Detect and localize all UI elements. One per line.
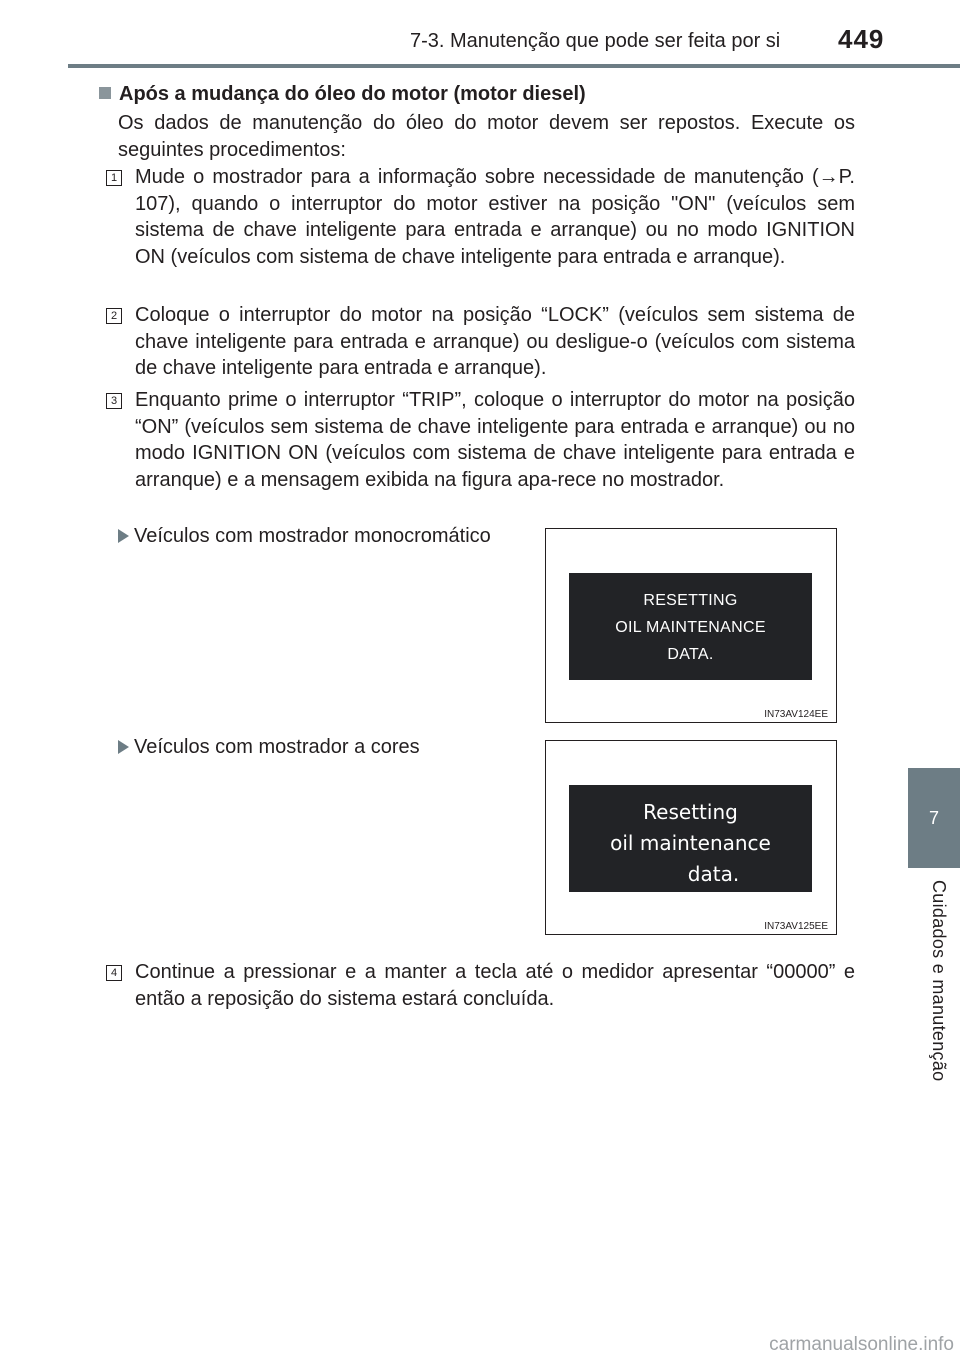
intro-paragraph: Os dados de manutenção do óleo do motor devem ser repostos. Execute os seguintes procedimentos: <box>118 112 855 161</box>
display-line: Resetting <box>643 800 738 824</box>
header-rule <box>68 64 960 68</box>
section-heading-text: Após a mudança do óleo do motor (motor diesel) <box>119 83 586 105</box>
section-title: 7-3. Manutenção que pode ser feita por si <box>410 30 781 52</box>
chapter-tab <box>908 768 960 868</box>
display-line: RESETTING <box>643 592 738 609</box>
step-text: Mude o mostrador para a informação sobre necessidade de manutenção (→P. 107), quando o interruptor do motor estiver na posição "ON" (veículos sem sistema de chave inteligente para entrada e arranque) ou no modo IGNITION ON (veículos com sistema de chave inteligente para entrada e arranque). <box>135 166 855 268</box>
page-number: 449 <box>838 24 885 54</box>
step-number: 1 <box>110 172 118 184</box>
figure-label <box>118 523 491 549</box>
display-line: DATA. <box>667 646 714 663</box>
step-text: Enquanto prime o interruptor “TRIP”, coloque o interruptor do motor na posição “ON” (veículos sem sistema de chave inteligente para entrada e arranque) ou no modo IGNITION ON (veículos com sistema de chave inteligente para entrada e arranque) e a mensagem exibida na figura apa-rece no mostrador. <box>135 389 855 491</box>
figure-label-text: Veículos com mostrador a cores <box>134 736 420 758</box>
section-heading <box>99 81 586 107</box>
step-number-box <box>106 170 122 186</box>
step-number-box <box>106 393 122 409</box>
triangle-bullet-icon <box>118 529 129 543</box>
figure-code: IN73AV124EE <box>764 709 828 720</box>
watermark: carmanualsonline.info <box>769 1334 954 1355</box>
chapter-title: Cuidados e manutenção <box>929 880 949 1082</box>
display-line: data. <box>687 862 740 886</box>
figure-label <box>118 734 420 760</box>
triangle-bullet-icon <box>118 740 129 754</box>
display-screen <box>569 573 812 680</box>
display-line: oil maintenance <box>610 831 771 855</box>
square-bullet-icon <box>99 87 111 99</box>
step-text: Coloque o interruptor do motor na posição “LOCK” (veículos sem sistema de chave inteligente para entrada e arranque) ou desligue-o (veículos com sistema de chave inteligente para entrada e arranque). <box>135 304 855 379</box>
step-number-box <box>106 965 122 981</box>
display-screen <box>569 785 812 892</box>
step-text: Continue a pressionar e a manter a tecla até o medidor apresentar “00000” e então a reposição do sistema estará concluída. <box>135 961 855 1010</box>
figure-code: IN73AV125EE <box>764 921 828 932</box>
step-number: 3 <box>110 395 118 407</box>
figure-monochrome-display <box>545 528 837 723</box>
display-line: OIL MAINTENANCE <box>615 619 766 636</box>
step-number: 4 <box>110 967 118 979</box>
step-number-box <box>106 308 122 324</box>
figure-color-display <box>545 740 837 935</box>
step-number: 2 <box>110 310 118 322</box>
figure-label-text: Veículos com mostrador monocromático <box>134 525 491 547</box>
chapter-number: 7 <box>928 807 939 828</box>
